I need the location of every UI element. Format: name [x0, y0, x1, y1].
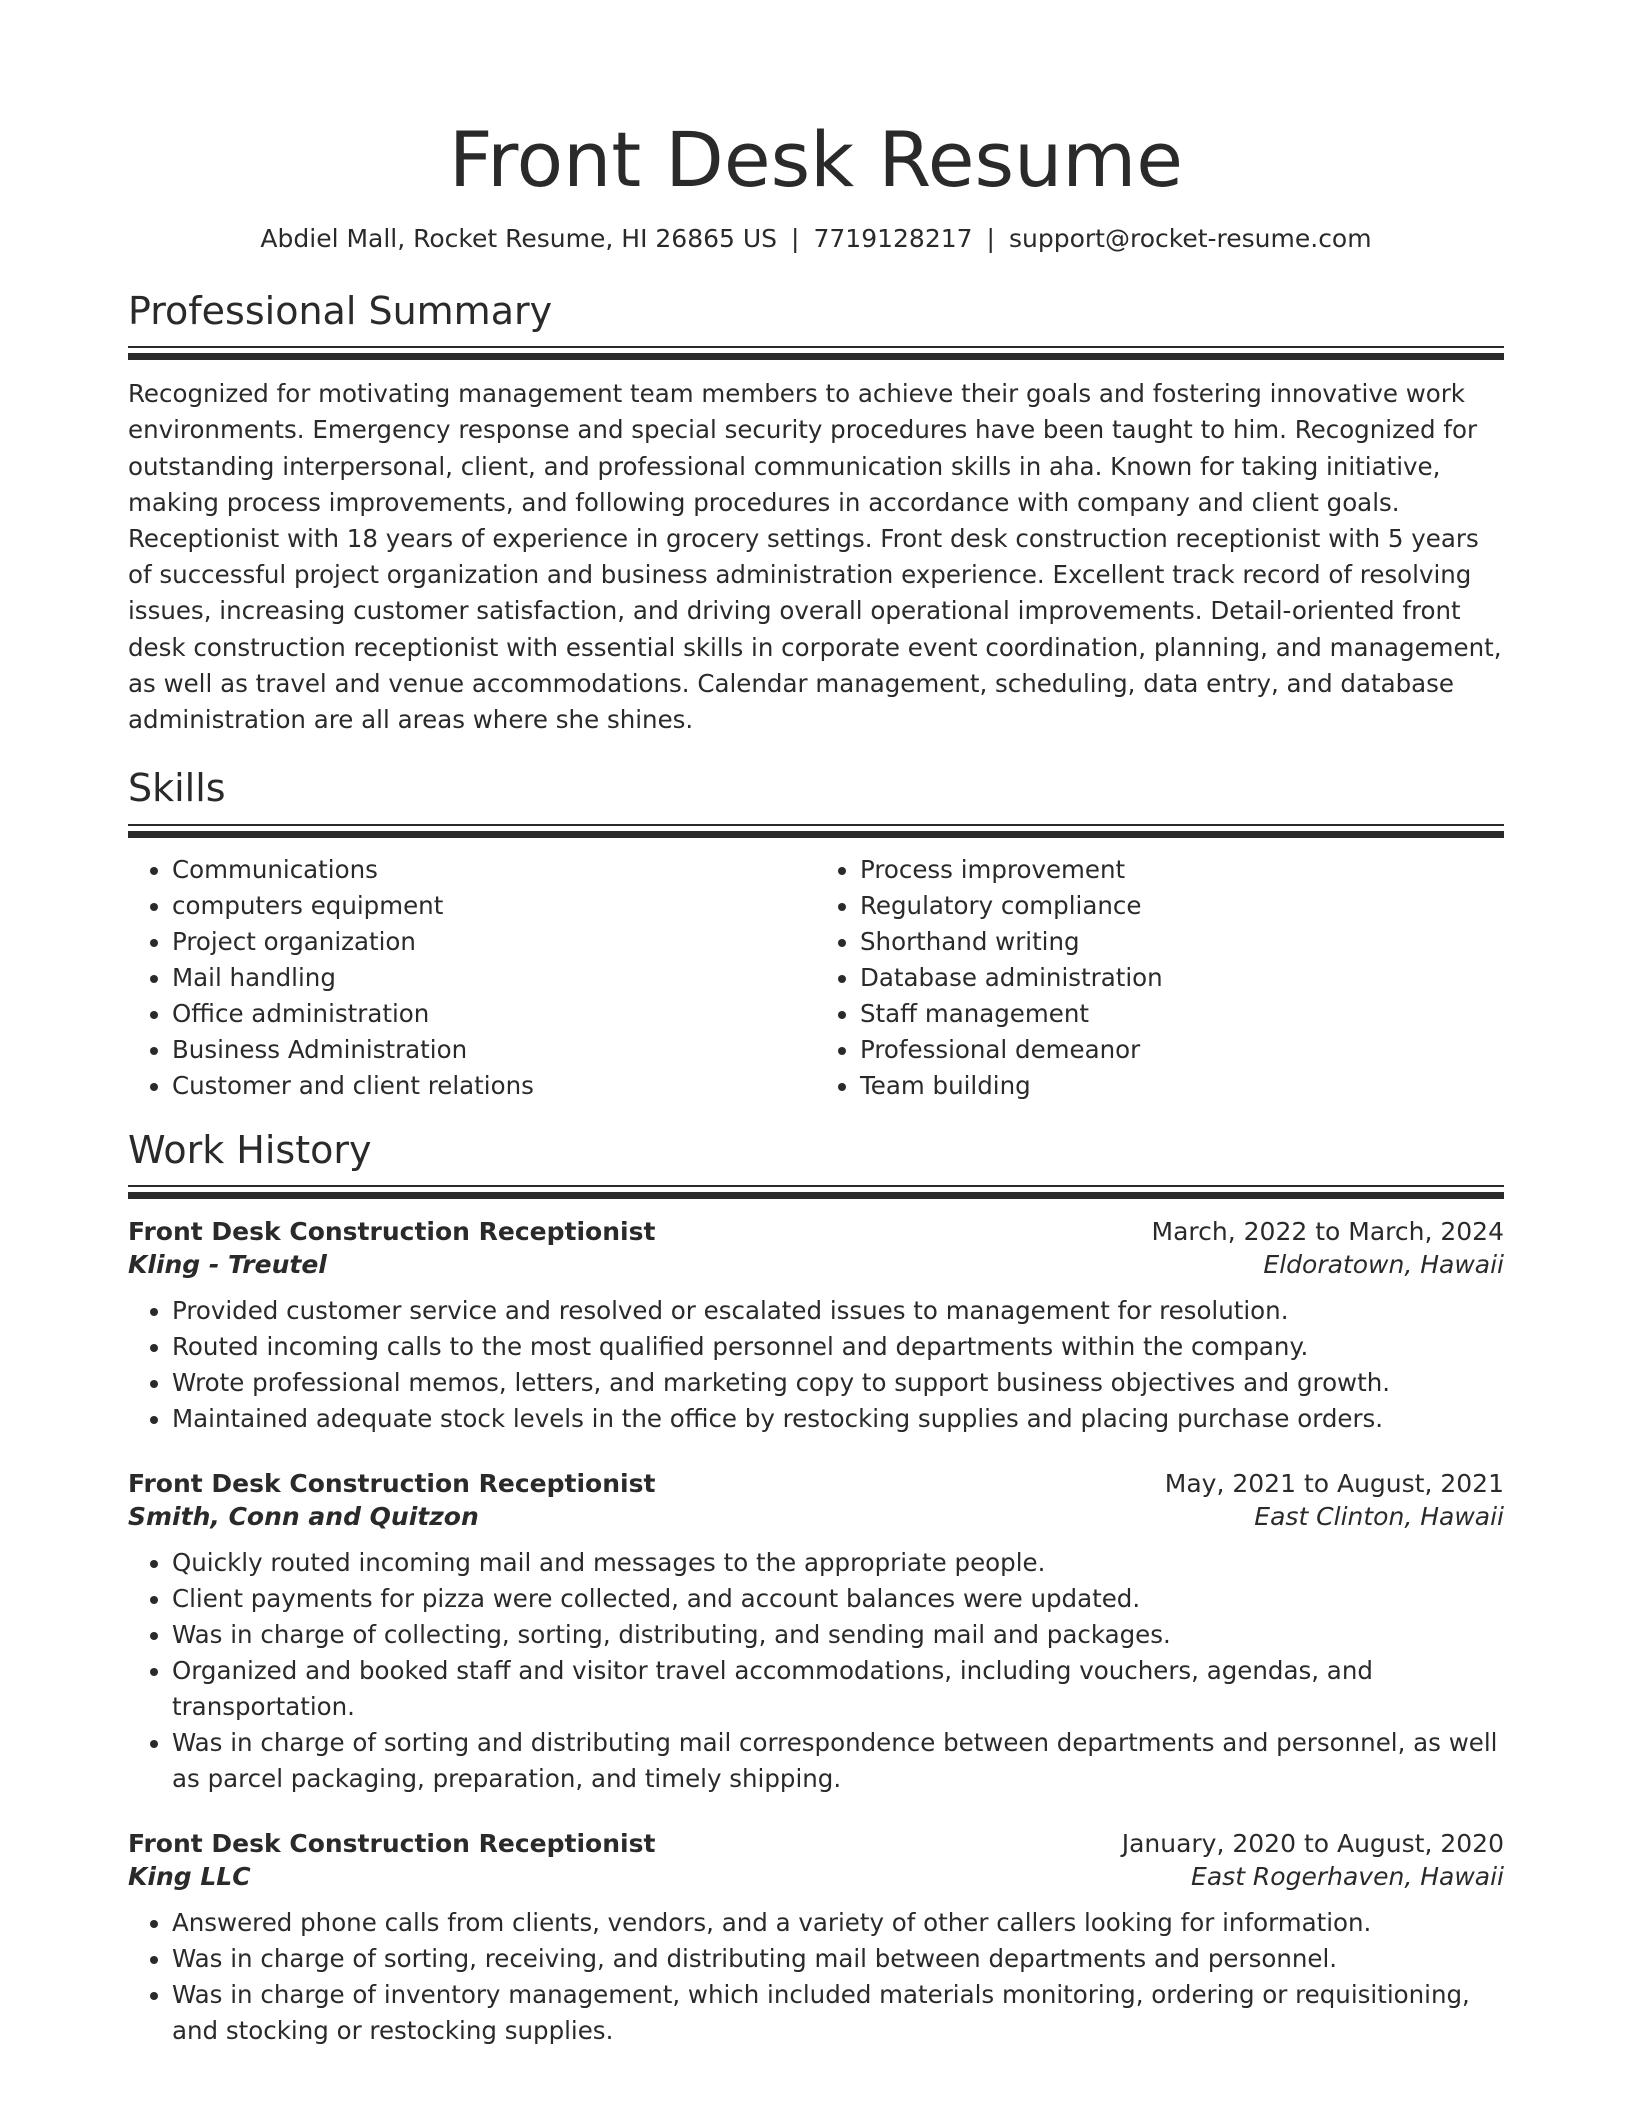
summary-heading: Professional Summary — [128, 288, 553, 333]
job-company: Smith, Conn and Quitzon — [128, 1502, 479, 1532]
job-company: King LLC — [128, 1862, 251, 1892]
skill-item: • computers equipment — [172, 888, 816, 924]
job-bullet: • Was in charge of inventory management, which included materials monitoring, ordering or requisitioning, and stocking or restocking supplies. — [172, 1977, 1504, 2049]
skill-item: • Business Administration — [172, 1032, 816, 1068]
job-subheader — [128, 1862, 1504, 1891]
job-bullet: • Quickly routed incoming mail and messages to the appropriate people. — [172, 1545, 1504, 1581]
job-location: Eldoratown, Hawaii — [1263, 1250, 1504, 1280]
contact-email: support@rocket-resume.com — [1008, 223, 1372, 253]
job-bullets — [128, 1293, 1504, 1437]
job-bullets — [128, 1905, 1504, 2049]
job-header — [128, 1217, 1504, 1246]
skill-item: • Customer and client relations — [172, 1068, 816, 1104]
skill-item: • Professional demeanor — [860, 1032, 1504, 1068]
job-title: Front Desk Construction Receptionist — [128, 1217, 656, 1247]
job-location: East Clinton, Hawaii — [1254, 1502, 1504, 1532]
skill-item: • Shorthand writing — [860, 924, 1504, 960]
contact-separator: | — [791, 223, 800, 253]
skill-item: • Mail handling — [172, 960, 816, 996]
job-entry — [128, 1829, 1504, 2049]
contact-separator: | — [986, 223, 995, 253]
job-dates: May, 2021 to August, 2021 — [1164, 1469, 1504, 1499]
section-divider — [128, 346, 1504, 360]
job-bullet: • Routed incoming calls to the most qualified personnel and departments within the company. — [172, 1329, 1504, 1365]
contact-phone: 7719128217 — [813, 223, 973, 253]
job-bullet: • Wrote professional memos, letters, and marketing copy to support business objectives and growth. — [172, 1365, 1504, 1401]
job-entry — [128, 1217, 1504, 1437]
job-header — [128, 1829, 1504, 1858]
summary-section — [128, 289, 1504, 739]
job-subheader — [128, 1502, 1504, 1531]
job-dates: March, 2022 to March, 2024 — [1151, 1217, 1504, 1247]
skill-item: • Staff management — [860, 996, 1504, 1032]
resume-title: Front Desk Resume — [448, 115, 1184, 204]
job-location: East Rogerhaven, Hawaii — [1191, 1862, 1504, 1892]
job-bullet: • Was in charge of sorting, receiving, and distributing mail between departments and personnel. — [172, 1941, 1504, 1977]
section-divider — [128, 824, 1504, 838]
job-entry — [128, 1469, 1504, 1797]
job-bullet: • Organized and booked staff and visitor travel accommodations, including vouchers, agendas, and transportation. — [172, 1653, 1504, 1725]
job-bullets — [128, 1545, 1504, 1797]
job-bullet: • Answered phone calls from clients, vendors, and a variety of other callers looking for information. — [172, 1905, 1504, 1941]
skill-item: • Office administration — [172, 996, 816, 1032]
job-title: Front Desk Construction Receptionist — [128, 1829, 656, 1859]
summary-text: Recognized for motivating management team members to achieve their goals and fostering innovative work environments. Emergency response and special security procedures have been taught to him. Recognized for outstanding interpersonal, client, and professional communication skills in aha. Known for taking initiative, making process improvements, and following procedures in accordance with company and client goals. Receptionist with 18 years of experience in grocery settings. Front desk construction receptionist with 5 years of successful project organization and business administration experience. Excellent track record of resolving issues, increasing customer satisfaction, and driving overall operational improvements. Detail-oriented front desk construction receptionist with essential skills in corporate event coordination, planning, and management, as well as travel and venue accommodations. Calendar management, scheduling, data entry, and database administration are all areas where she shines. — [128, 379, 1502, 735]
job-subheader — [128, 1250, 1504, 1279]
skill-item: • Regulatory compliance — [860, 888, 1504, 924]
job-bullet: • Client payments for pizza were collected, and account balances were updated. — [172, 1581, 1504, 1617]
job-bullet: • Provided customer service and resolved or escalated issues to management for resolution. — [172, 1293, 1504, 1329]
job-company: Kling - Treutel — [128, 1250, 327, 1280]
work-history-section — [128, 1128, 1504, 2050]
skills-list-right — [816, 852, 1504, 1104]
job-bullet: • Was in charge of collecting, sorting, distributing, and sending mail and packages. — [172, 1617, 1504, 1653]
contact-line — [128, 224, 1504, 253]
skill-item: • Team building — [860, 1068, 1504, 1104]
skills-list-left — [128, 852, 816, 1104]
skill-item: • Database administration — [860, 960, 1504, 996]
job-bullet: • Was in charge of sorting and distributing mail correspondence between departments and personnel, as well as parcel packaging, preparation, and timely shipping. — [172, 1725, 1504, 1797]
skill-item: • Project organization — [172, 924, 816, 960]
skills-section — [128, 766, 1504, 1104]
skill-item: • Process improvement — [860, 852, 1504, 888]
skills-heading: Skills — [128, 766, 226, 811]
job-dates: January, 2020 to August, 2020 — [1121, 1829, 1504, 1859]
section-divider — [128, 1185, 1504, 1199]
skills-columns — [128, 852, 1504, 1104]
skill-item: • Communications — [172, 852, 816, 888]
job-header — [128, 1469, 1504, 1498]
job-title: Front Desk Construction Receptionist — [128, 1469, 656, 1499]
work-history-heading: Work History — [128, 1127, 372, 1172]
resume-page — [128, 0, 1504, 2049]
job-bullet: • Maintained adequate stock levels in the office by restocking supplies and placing purchase orders. — [172, 1401, 1504, 1437]
contact-address: Abdiel Mall, Rocket Resume, HI 26865 US — [260, 223, 778, 253]
